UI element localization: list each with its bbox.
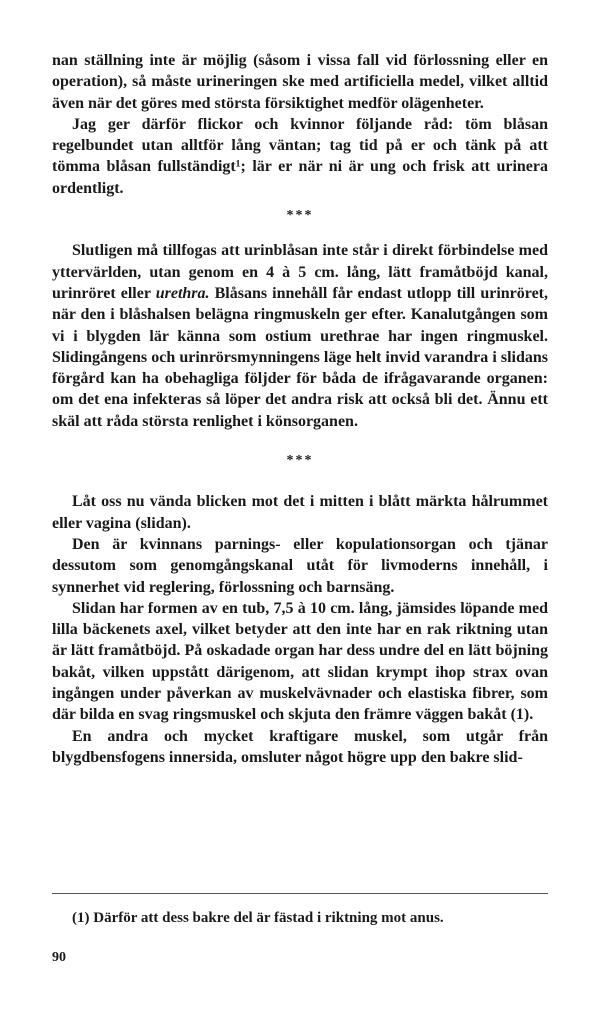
- page-number: 90: [52, 950, 66, 965]
- paragraph-4: Låt oss nu vända blicken mot det i mitten i blått märkta hålrummet eller vagina (slidan).: [52, 493, 548, 532]
- section-separator-2: ***: [286, 453, 314, 469]
- footnote: (1) Därför att dess bakre del är fästad i riktning mot anus.: [72, 910, 444, 926]
- paragraph-3: [52, 240, 548, 432]
- paragraph-3-term: urethra.: [155, 284, 210, 302]
- paragraph-2: Jag ger därför flickor och kvinnor följande råd: töm blåsan regelbundet utan alltför lång väntan; tag tid på er och tänk på att tömma blåsan fullständigt¹; lär er när ni är ung och frisk att urinera ordentligt.: [52, 115, 548, 197]
- paragraph-5: Den är kvinnans parnings- eller kopulationsorgan och tjänar dessutom som genomgångskanal utåt för livmoderns innehåll, i synnerhet vid reglering, förlossning och barnsäng.: [52, 535, 548, 596]
- paragraph-6: Slidan har formen av en tub, 7,5 à 10 cm. lång, jämsides löpande med lilla bäckenets axel, vilket betyder att den inte har en rak riktning utan är lätt framåtböjd. På oskadade organ har dess undre del en lätt böjning bakåt, vilken uppstått därigenom, att slidan krympt ihop strax ovan ingången under påverkan av muskelvävnader och elastiska fibrer, som där bilda en svag ringsmuskel och skjuta den främre väggen bakåt (1).: [52, 599, 548, 724]
- paragraph-7: En andra och mycket kraftigare muskel, som utgår från blygdbensfogens innersida, omsluter något högre upp den bakre slid-: [52, 727, 548, 766]
- body-text: [52, 50, 548, 768]
- paragraph-3-part-a: Slutligen må tillfogas att urinblåsan inte står i direkt förbindelse med yttervärlden, utan genom en 4 à 5 cm. lång, lätt framåtböjd kanal, urinröret eller: [52, 242, 548, 302]
- paragraph-3-part-b: Blåsans innehåll får endast utlopp till urinröret, när den i blåshalsen belägna ringmuskeln ger efter. Kanalutgången som vi i blygden lär känna som ostium urethrae har ingen ringmuskel. Slidingångens och urinrörsmynningens läge helt invid varandra i slidans förgård kan ha obehagliga följder för båda de ifrågavarande organen: om det ena infekteras så löper det andra risk att också bli det. Ännu ett skäl att råda största renlighet i könsorganen.: [52, 284, 549, 430]
- footnote-divider: [52, 893, 548, 894]
- section-separator-1: ***: [286, 208, 314, 224]
- paragraph-1: nan ställning inte är möjlig (såsom i vissa fall vid förlossning eller en operation), så måste urineringen ske med artificiella medel, vilket alltid även när det göres med största försiktighet medför olägenheter.: [52, 52, 548, 112]
